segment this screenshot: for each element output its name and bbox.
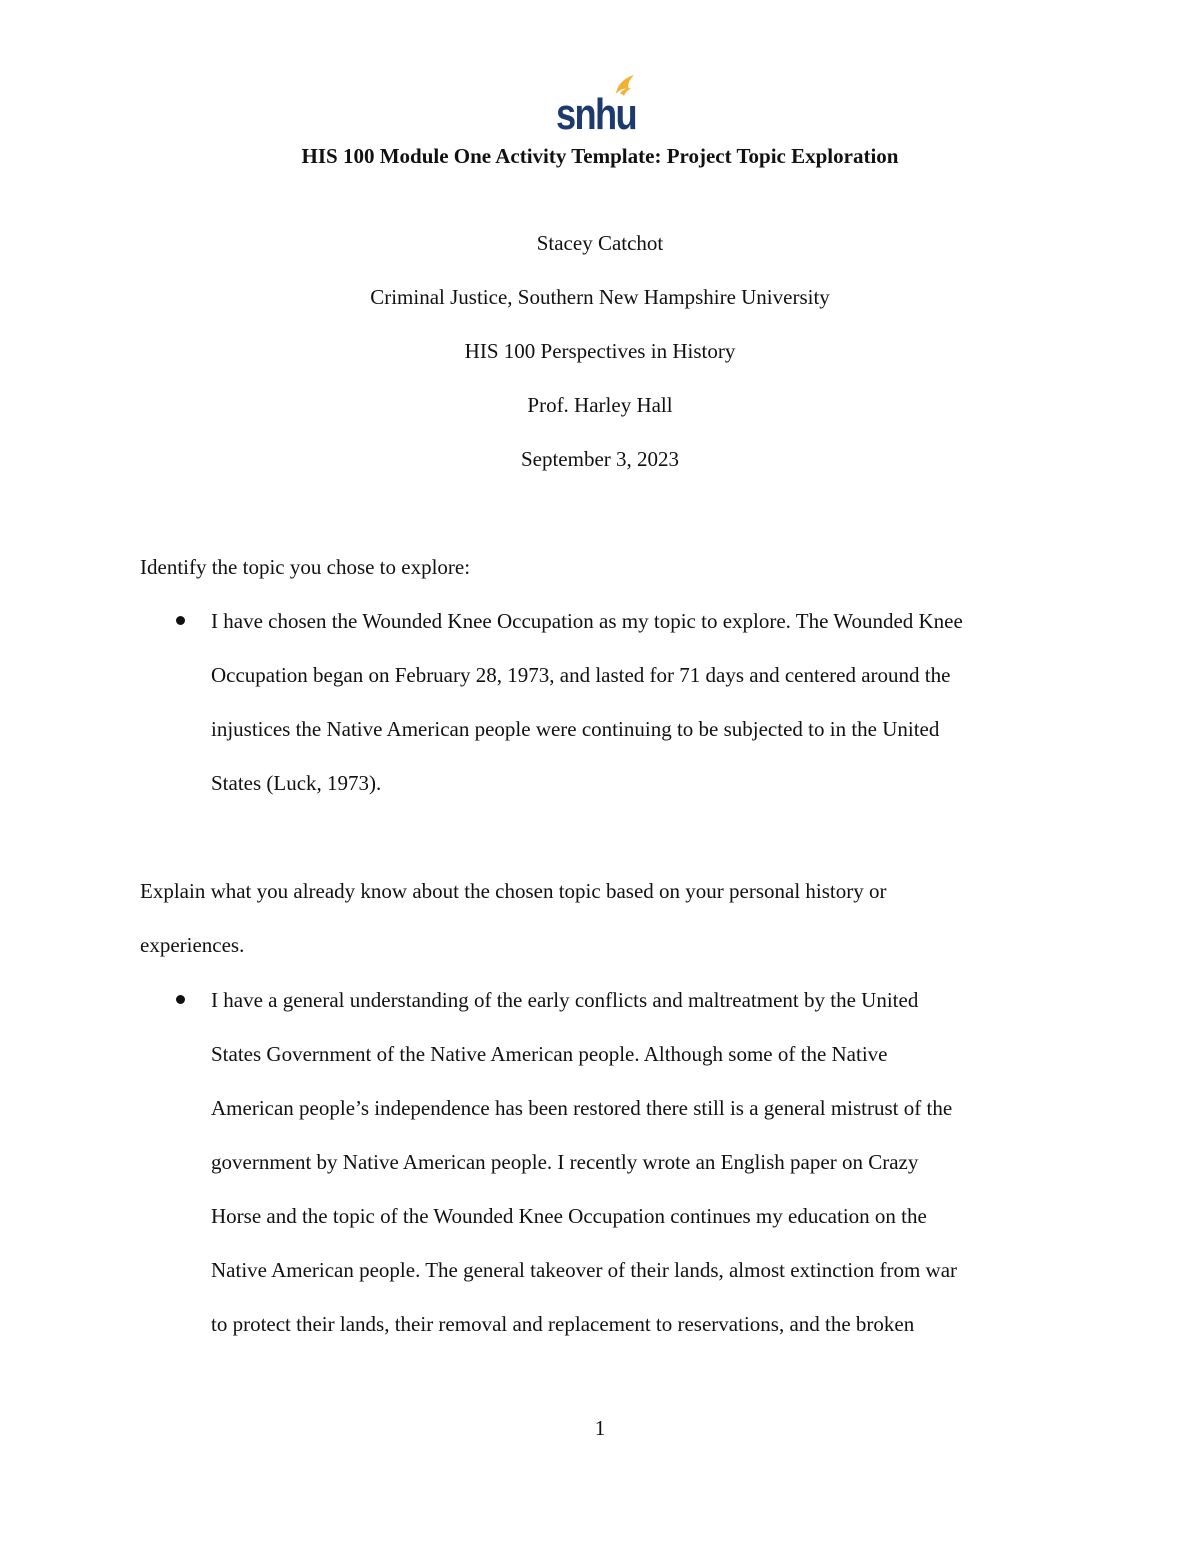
answer-line: Occupation began on February 28, 1973, and lasted for 71 days and centered around the [211, 663, 951, 687]
answer-line: I have a general understanding of the early conflicts and maltreatment by the United [211, 988, 919, 1012]
section-1-answer [211, 594, 1061, 810]
section-2-answer [211, 973, 1061, 1351]
answer-line: States (Luck, 1973). [211, 771, 382, 795]
answer-line: I have chosen the Wounded Knee Occupation as my topic to explore. The Wounded Knee [211, 609, 963, 633]
submission-date: September 3, 2023 [520, 447, 680, 471]
answer-line: American people’s independence has been restored there still is a general mistrust of the [211, 1096, 953, 1120]
bullet-icon [176, 616, 185, 625]
answer-line: Native American people. The general takeover of their lands, almost extinction from war [211, 1258, 958, 1282]
answer-line: to protect their lands, their removal and replacement to reservations, and the broken [211, 1312, 915, 1336]
answer-line: injustices the Native American people were continuing to be subjected to in the United [211, 717, 940, 741]
section-1-prompt [140, 540, 1060, 594]
author-name: Stacey Catchot [536, 231, 664, 255]
course-name: HIS 100 Perspectives in History [464, 339, 736, 363]
affiliation: Criminal Justice, Southern New Hampshire University [370, 285, 830, 309]
answer-line: Horse and the topic of the Wounded Knee Occupation continues my education on the [211, 1204, 927, 1228]
prompt-line: Identify the topic you chose to explore: [140, 555, 471, 579]
snhu-wordmark: snhu [556, 90, 636, 134]
instructor-name: Prof. Harley Hall [527, 393, 673, 417]
page-number: 1 [594, 1416, 606, 1440]
snhu-logo [554, 72, 644, 134]
answer-line: States Government of the Native American people. Although some of the Native [211, 1042, 888, 1066]
document-title: HIS 100 Module One Activity Template: Project Topic Exploration [301, 144, 899, 168]
prompt-line: experiences. [140, 933, 245, 957]
answer-line: government by Native American people. I recently wrote an English paper on Crazy [211, 1150, 919, 1174]
prompt-line: Explain what you already know about the chosen topic based on your personal history or [140, 879, 887, 903]
section-2-prompt [140, 864, 1060, 972]
bullet-icon [176, 995, 185, 1004]
